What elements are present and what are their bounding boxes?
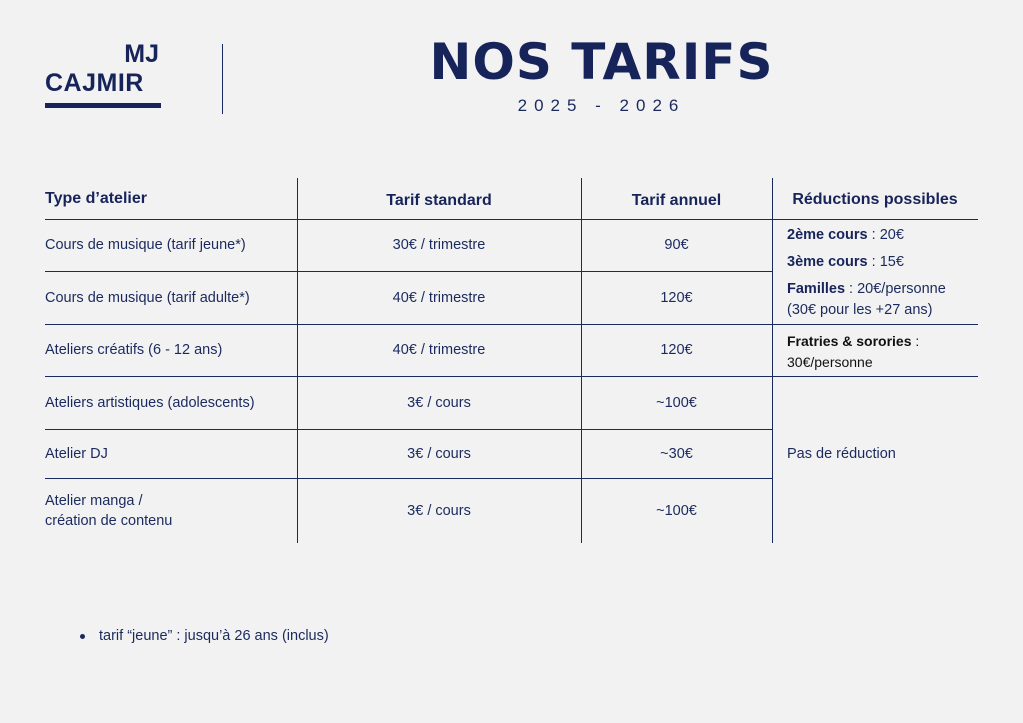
header-type: Type d’atelier [45, 189, 147, 207]
table-row-standard: 40€ / trimestre [392, 342, 486, 358]
reduction-value: : 20€ [867, 227, 904, 243]
header-reductions: Réductions possibles [792, 190, 958, 208]
table-row-type: Atelier DJ [45, 445, 108, 462]
tariff-table [45, 178, 978, 543]
logo-line-mj: MJ [124, 40, 159, 68]
table-row-annual: ~30€ [660, 445, 693, 462]
table-row-standard: 3€ / cours [407, 445, 471, 462]
footnote [80, 628, 329, 644]
bullet-icon [80, 634, 85, 639]
reductions-siblings [787, 331, 977, 373]
reductions-music [787, 225, 977, 321]
table-row-annual: 120€ [660, 342, 693, 358]
reduction-label: 2ème cours [787, 227, 868, 243]
header-annual: Tarif annuel [631, 191, 722, 209]
header-standard: Tarif standard [386, 191, 492, 209]
table-row-type [45, 478, 297, 543]
reduction-value: : 20€/personne [845, 281, 946, 297]
table-row-type-line2: création de contenu [45, 512, 173, 529]
table-row-type: Cours de musique (tarif adulte*) [45, 289, 250, 306]
table-row-standard: 3€ / cours [407, 394, 471, 411]
table-row-type-line1: Atelier manga / [45, 492, 143, 509]
row-divider [773, 324, 978, 325]
no-reduction: Pas de réduction [787, 445, 896, 462]
reduction-label: Fratries & sorories [787, 333, 912, 349]
reduction-note: 30€/personne [787, 354, 873, 370]
reduction-note: (30€ pour les +27 ans) [787, 302, 933, 318]
page-subtitle: 2025 - 2026 [517, 96, 686, 115]
table-row-standard: 40€ / trimestre [392, 289, 486, 306]
table-row-annual: 120€ [660, 289, 693, 306]
table-row-annual: ~100€ [656, 394, 697, 411]
footnote-text: tarif “jeune” : jusqu’à 26 ans (inclus) [99, 628, 329, 644]
reduction-label: 3ème cours [787, 254, 868, 270]
table-row-annual: ~100€ [656, 502, 697, 519]
reduction-label: Familles [787, 281, 846, 297]
table-row-standard: 3€ / cours [407, 502, 471, 519]
table-row-standard: 30€ / trimestre [392, 237, 486, 253]
page-title: NOS TARIFS [429, 33, 774, 91]
table-row-type: Cours de musique (tarif jeune*) [45, 237, 246, 253]
table-row-type: Ateliers artistiques (adolescents) [45, 394, 255, 411]
reduction-value: : [911, 333, 920, 349]
logo-line-cajmir: CAJMIR [45, 69, 144, 97]
column-divider [772, 178, 773, 543]
table-row-type: Ateliers créatifs (6 - 12 ans) [45, 342, 223, 358]
table-row-annual: 90€ [664, 237, 689, 253]
reduction-value: : 15€ [867, 254, 904, 270]
